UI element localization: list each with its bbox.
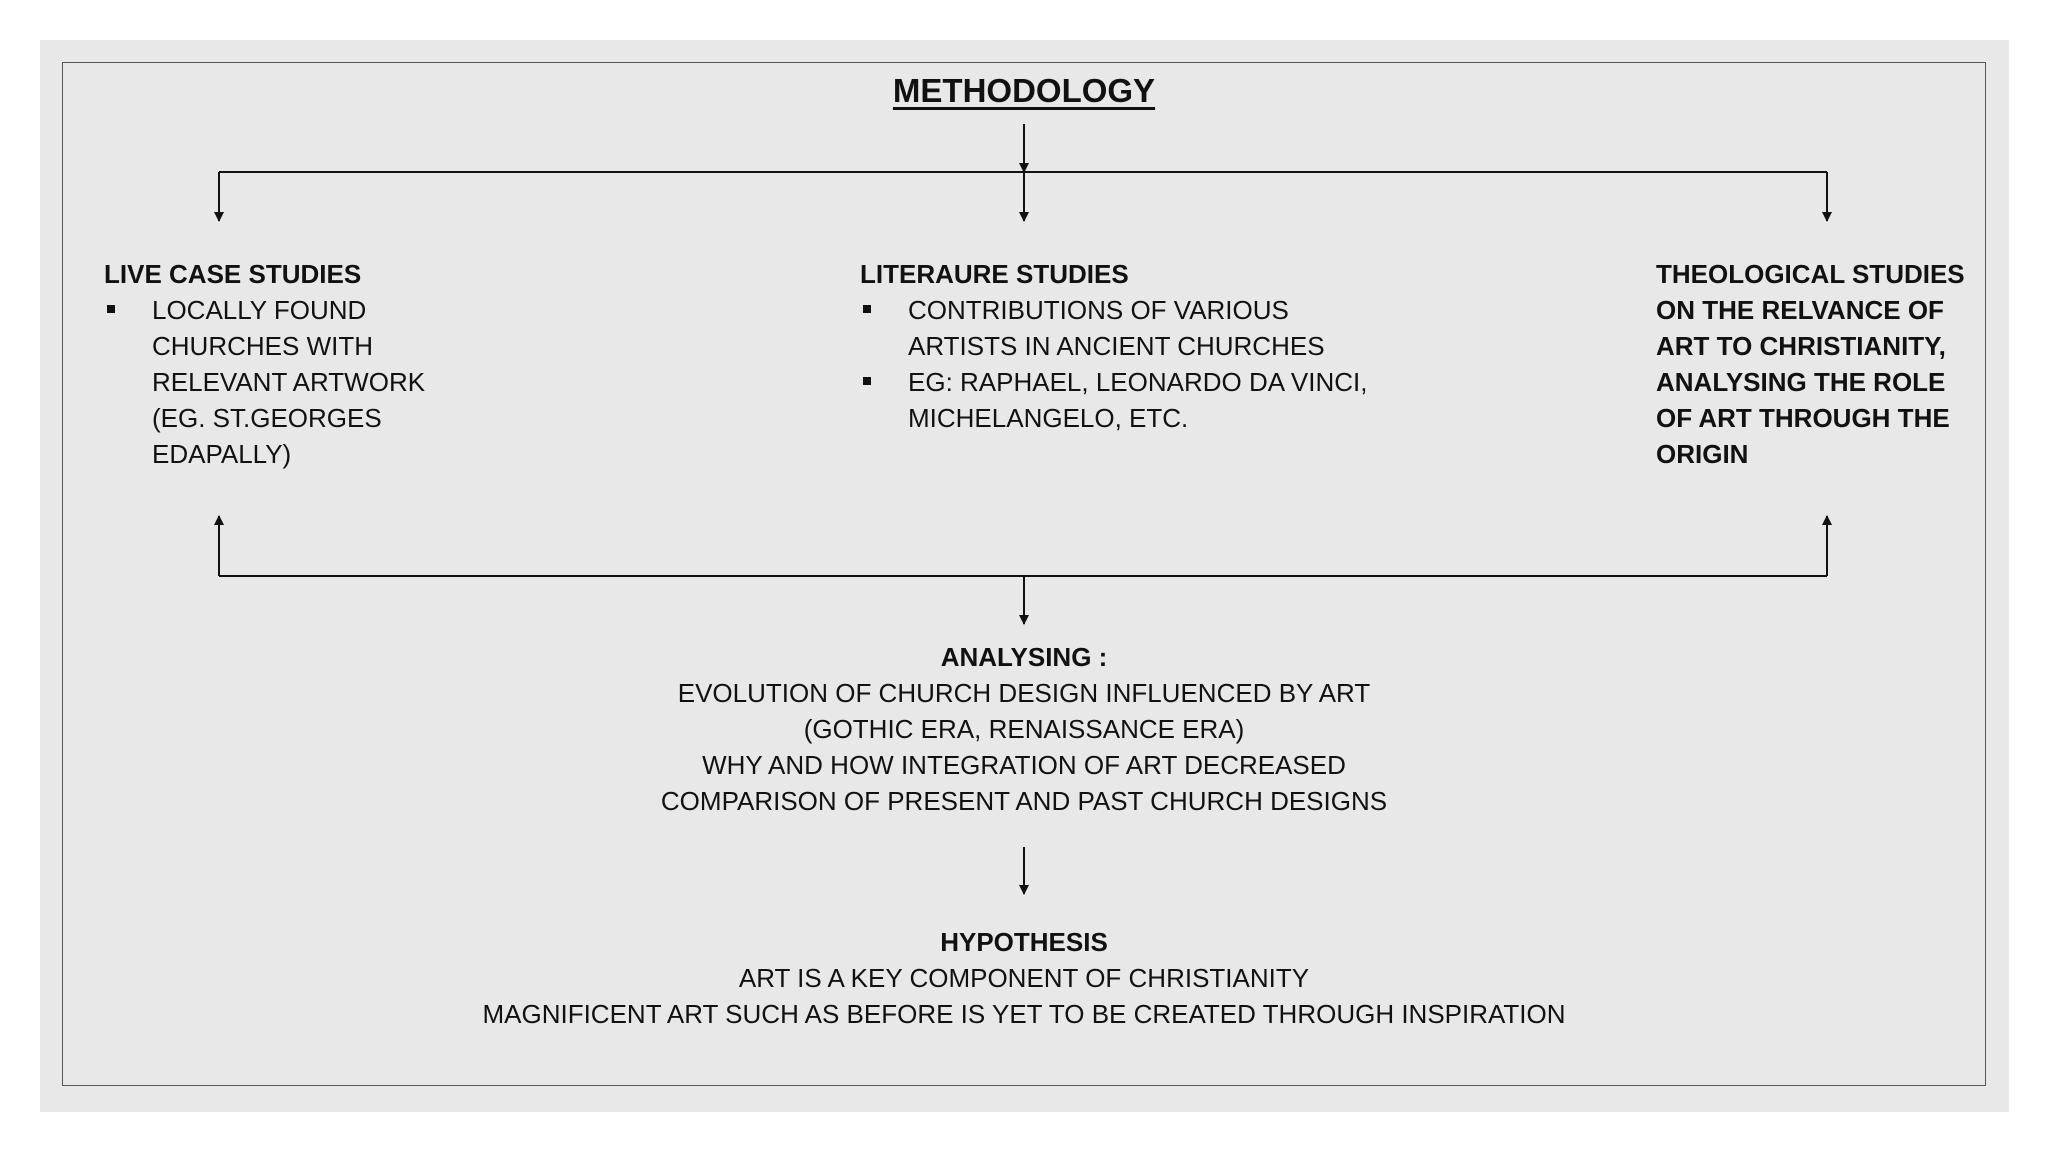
live-case-heading: LIVE CASE STUDIES: [104, 259, 362, 289]
analysing-heading: ANALYSING :: [940, 642, 1108, 672]
literature-bullets: [860, 292, 1380, 436]
theological-line: THEOLOGICAL STUDIES: [1656, 259, 1965, 289]
hypothesis-heading: HYPOTHESIS: [940, 927, 1108, 957]
theological-line: ON THE RELVANCE OF: [1656, 295, 1944, 325]
bullet-item: CONTRIBUTIONS OF VARIOUS ARTISTS IN ANCIENT CHURCHES: [860, 292, 1380, 364]
hypothesis-node: [0, 924, 2048, 1032]
theological-line: OF ART THROUGH THE: [1656, 403, 1950, 433]
bullet-item: EG: RAPHAEL, LEONARDO DA VINCI, MICHELANGELO, ETC.: [860, 364, 1380, 436]
analysing-line: (GOTHIC ERA, RENAISSANCE ERA): [803, 714, 1245, 744]
bullet-item: LOCALLY FOUND CHURCHES WITH RELEVANT ARTWORK (EG. ST.GEORGES EDAPALLY): [104, 292, 434, 472]
analysing-line: WHY AND HOW INTEGRATION OF ART DECREASED: [702, 750, 1346, 780]
hypothesis-line: MAGNIFICENT ART SUCH AS BEFORE IS YET TO BE CREATED THROUGH INSPIRATION: [482, 999, 1566, 1029]
theological-line: ANALYSING THE ROLE: [1656, 367, 1946, 397]
analysing-line: COMPARISON OF PRESENT AND PAST CHURCH DESIGNS: [660, 786, 1388, 816]
hypothesis-line: ART IS A KEY COMPONENT OF CHRISTIANITY: [738, 963, 1310, 993]
live-case-studies-node: [104, 256, 434, 472]
literature-heading: LITERAURE STUDIES: [860, 259, 1129, 289]
theological-studies-node: [1656, 256, 1986, 472]
live-case-bullets: [104, 292, 434, 472]
literature-studies-node: [860, 256, 1380, 436]
analysing-node: [0, 639, 2048, 819]
theological-line: ORIGIN: [1656, 439, 1749, 469]
theological-line: ART TO CHRISTIANITY,: [1656, 331, 1946, 361]
diagram-title: METHODOLOGY: [892, 72, 1156, 109]
analysing-line: EVOLUTION OF CHURCH DESIGN INFLUENCED BY ART: [677, 678, 1371, 708]
